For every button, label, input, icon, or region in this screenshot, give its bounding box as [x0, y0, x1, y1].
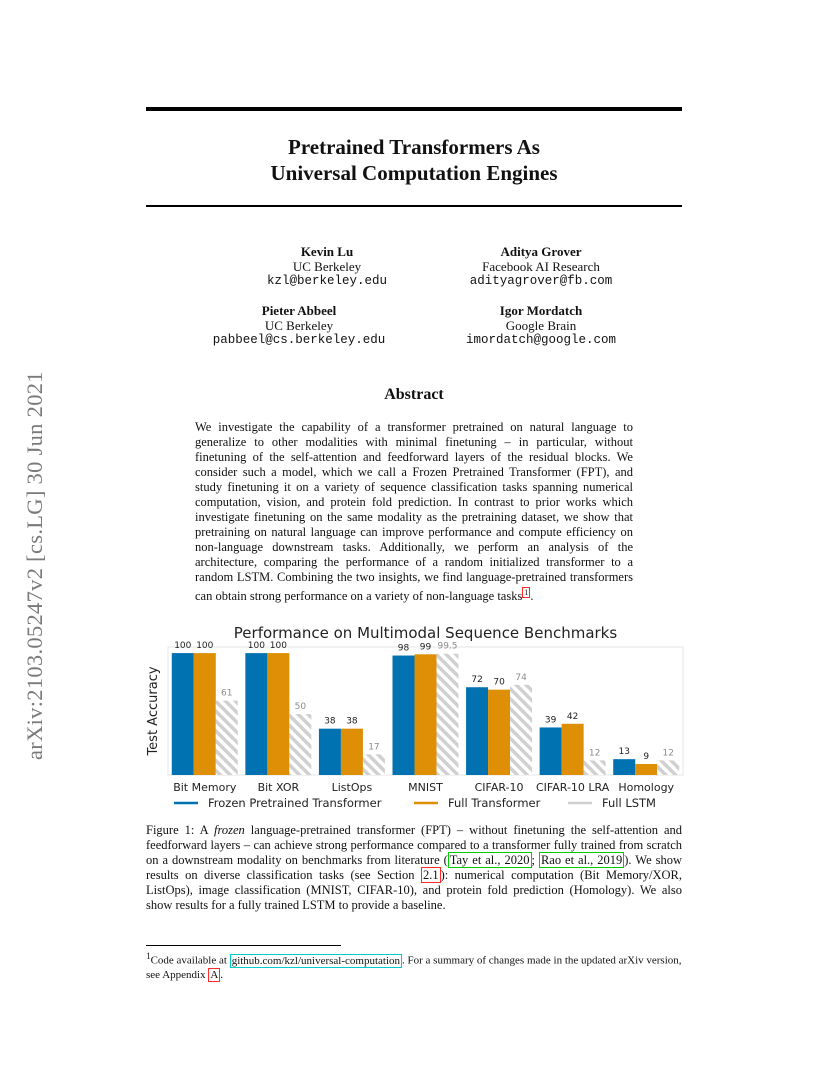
appendix-link[interactable]: A	[210, 968, 219, 981]
footnote-text: Code available at	[150, 954, 230, 967]
data-label: 38	[324, 716, 336, 727]
bar-full-transformer	[267, 653, 289, 775]
bar-full-transformer	[635, 764, 657, 775]
author-block	[421, 244, 661, 289]
footnote-rule	[146, 945, 341, 946]
bar-fpt	[613, 759, 635, 775]
data-label: 98	[397, 643, 410, 654]
author-name: Igor Mordatch	[499, 303, 583, 318]
author-block	[179, 303, 419, 348]
x-tick-label: MNIST	[408, 781, 443, 794]
legend-label: Full LSTM	[602, 796, 656, 810]
bar-full-lstm	[216, 701, 238, 775]
bar-fpt	[540, 727, 562, 775]
author-name: Pieter Abbeel	[261, 303, 337, 318]
author-name: Aditya Grover	[500, 244, 582, 259]
footnote-link[interactable]: 1	[524, 588, 529, 597]
author-block	[207, 244, 447, 289]
abstract-heading: Abstract	[384, 386, 444, 403]
arxiv-identifier: arXiv:2103.05247v2 [cs.LG] 30 Jun 2021	[22, 371, 47, 760]
citation-link[interactable]: Rao et al., 2019	[540, 853, 623, 867]
x-tick-label: CIFAR-10 LRA	[536, 781, 610, 794]
figure-1-chart	[140, 618, 696, 816]
bar-full-transformer	[488, 690, 510, 775]
caption-italic: frozen	[214, 823, 245, 837]
author-affiliation: UC Berkeley	[264, 318, 334, 333]
data-label: 100	[196, 641, 214, 652]
author-affiliation: Google Brain	[505, 318, 577, 333]
bar-full-lstm	[363, 754, 385, 775]
data-label: 38	[346, 716, 358, 727]
author-name: Kevin Lu	[300, 244, 354, 259]
figure-caption	[146, 823, 682, 913]
data-label: 39	[544, 715, 557, 726]
bar-fpt	[172, 653, 194, 775]
data-label: 72	[471, 675, 483, 686]
footnote-mark: 1	[146, 951, 151, 961]
caption-text: A	[194, 823, 215, 837]
author-affiliation: UC Berkeley	[292, 259, 362, 274]
data-label: 13	[618, 747, 630, 758]
caption-text: language-pretrained transformer (FPT) – without finetuning the self-attention and feedforward layers – can achieve strong performance compared to a transformer fully trained from scratch on a downstream modality on benchmarks from literature (	[146, 823, 682, 867]
data-label: 12	[662, 748, 674, 759]
author-affiliation: Facebook AI Research	[482, 259, 600, 274]
bar-full-lstm	[657, 760, 679, 775]
bar-fpt	[319, 729, 341, 775]
author-email: imordatch@google.com	[465, 333, 617, 347]
legend-label: Full Transformer	[448, 796, 541, 810]
bar-fpt	[466, 687, 488, 775]
bar-full-lstm	[510, 685, 532, 775]
bar-fpt	[245, 653, 267, 775]
footnote	[146, 949, 682, 982]
x-tick-label: Bit XOR	[257, 781, 300, 794]
author-email: adityagrover@fb.com	[469, 274, 613, 288]
data-label: 99.5	[437, 641, 458, 652]
data-label: 61	[221, 688, 233, 699]
abstract-body: We investigate the capability of a transformer pretrained on natural language to generalize to other modalities with minimal finetuning – in particular, without finetuning of the self-attention and feedforward layers of the residual blocks. We consider such a model, which we call a Frozen Pretrained Transformer (FPT), and study finetuning it on a variety of sequence classification tasks spanning numerical computation, vision, and protein fold prediction. In contrast to prior works which investigate finetuning on the same modality as the pretraining dataset, we show that pretraining on natural language can improve performance and compute efficiency on non-language downstream tasks. Additionally, we perform an analysis of the architecture, comparing the performance of a random initialized transformer to a random LSTM. Combining the two insights, we find language-pretrained transformers can obtain strong performance on a variety of non-language tasks	[195, 420, 633, 604]
data-label: 50	[294, 702, 307, 713]
data-label: 42	[566, 711, 579, 722]
caption-text: ). We show results on diverse classification tasks (see Section	[146, 853, 682, 882]
chart-title: Performance on Multimodal Sequence Benchmarks	[233, 624, 618, 642]
caption-text: ;	[531, 853, 539, 867]
bar-full-lstm	[437, 654, 459, 775]
data-label: 100	[269, 641, 287, 652]
section-link[interactable]: 2.1	[422, 868, 439, 882]
data-label: 70	[493, 677, 505, 688]
x-tick-label: Bit Memory	[173, 781, 237, 794]
author-block	[421, 303, 661, 348]
author-email: pabbeel@cs.berkeley.edu	[212, 333, 386, 347]
legend-label: Frozen Pretrained Transformer	[208, 796, 382, 810]
y-axis-label: Test Accuracy	[146, 666, 161, 756]
caption-text: ): numerical computation (Bit Memory/XOR, ListOps), image classification (MNIST, CIFAR-10), and protein fold prediction (Homology). We also show results for a fully trained LSTM to provide a baseline.	[146, 868, 682, 912]
abstract-text	[195, 420, 633, 604]
title-line-1: Pretrained Transformers As	[288, 135, 540, 159]
citation-link[interactable]: Tay et al., 2020	[449, 853, 530, 867]
title-line-2: Universal Computation Engines	[270, 161, 558, 185]
bar-full-transformer	[194, 653, 216, 775]
footnote-text: .	[220, 968, 224, 981]
top-rule	[146, 107, 682, 111]
x-tick-label: ListOps	[331, 781, 373, 794]
bar-full-transformer	[415, 654, 437, 775]
paper-title	[146, 134, 682, 186]
data-label: 9	[643, 752, 650, 763]
data-label: 99	[419, 642, 432, 653]
footnote-text: . For a summary of changes made in the updated arXiv version, see Appendix	[146, 954, 682, 981]
bar-full-lstm	[289, 714, 311, 775]
author-email: kzl@berkeley.edu	[266, 274, 388, 288]
bar-chart	[140, 618, 696, 816]
x-tick-label: CIFAR-10	[474, 781, 524, 794]
bar-full-transformer	[341, 729, 363, 775]
bar-full-transformer	[562, 724, 584, 775]
data-label: 100	[174, 641, 192, 652]
data-label: 100	[247, 641, 265, 652]
data-label: 74	[515, 672, 527, 683]
bar-full-lstm	[584, 760, 606, 775]
code-url-link[interactable]: github.com/kzl/universal-computation	[231, 954, 401, 967]
x-tick-label: Homology	[618, 781, 675, 794]
bar-fpt	[393, 656, 415, 775]
abstract-period: .	[530, 589, 534, 604]
title-bottom-rule	[146, 205, 682, 207]
data-label: 17	[368, 742, 380, 753]
caption-label: Figure 1:	[146, 823, 195, 837]
data-label: 12	[588, 748, 601, 759]
